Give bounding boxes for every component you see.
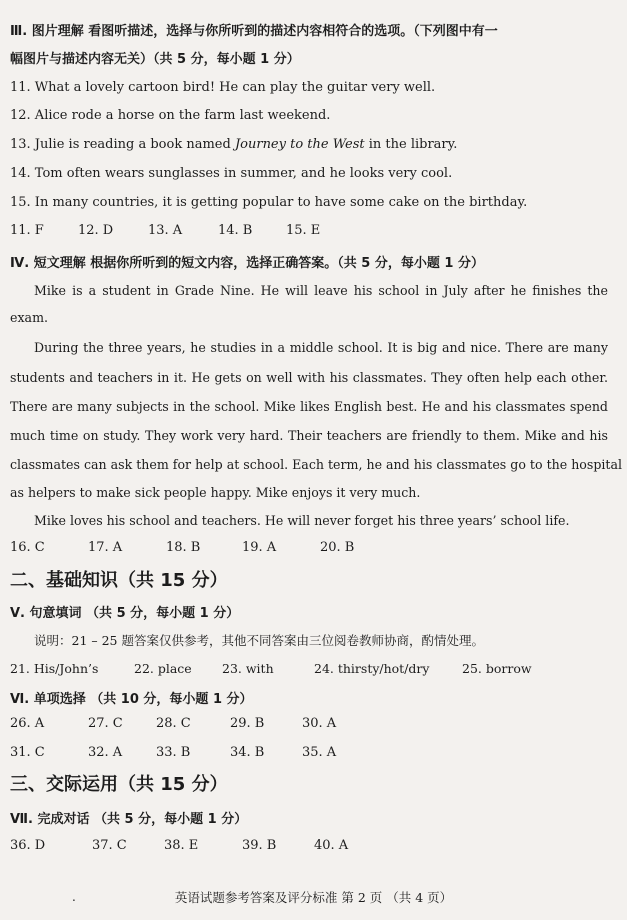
passage-line-7: classmates can ask them for help at school. Each term, he and his classmates go to the hospital [10, 457, 623, 472]
transcript-15: 15. In many countries, it is getting popular to have some cake on the birthday. [10, 195, 528, 210]
answer-35: 35. A [302, 745, 337, 760]
answer-37: 37. C [92, 838, 127, 853]
answers-21-25 [10, 661, 532, 676]
answer-38: 38. E [164, 838, 199, 853]
answer-13: 13. A [148, 223, 183, 238]
answer-32: 32. A [88, 745, 123, 760]
answer-19: 19. A [242, 540, 277, 555]
answer-17: 17. A [88, 540, 123, 555]
answer-39: 39. B [242, 838, 277, 853]
answers-11-15 [10, 223, 320, 238]
answers-26-30 [10, 716, 336, 731]
passage-line-9: Mike loves his school and teachers. He will never forget his three years’ school life. [34, 513, 570, 528]
answer-34: 34. B [230, 745, 265, 760]
answer-14: 14. B [218, 223, 253, 238]
answer-33: 33. B [156, 745, 191, 760]
answer-20: 20. B [320, 540, 355, 555]
section6-heading: Ⅵ. 单项选择 （共 10 分，每小题 1 分） [10, 692, 253, 707]
transcript-14: 14. Tom often wears sunglasses in summer, and he looks very cool. [10, 166, 453, 181]
answer-18: 18. B [166, 540, 201, 555]
section3-heading-line2: 幅图片与描述内容无关）（共 5 分，每小题 1 分） [10, 52, 300, 67]
answer-24: 24. thirsty/hot/dry [314, 661, 430, 676]
part3-title: 三、交际运用（共 15 分） [10, 774, 228, 795]
answer-16: 16. C [10, 540, 45, 555]
transcript-11: 11. What a lovely cartoon bird! He can play the guitar very well. [10, 80, 436, 95]
transcript-13 [10, 137, 457, 152]
transcript-12: 12. Alice rode a horse on the farm last weekend. [10, 108, 331, 123]
passage-line-3: During the three years, he studies in a middle school. It is big and nice. There are many [34, 340, 608, 355]
answer-23: 23. with [222, 661, 274, 676]
answer-25: 25. borrow [462, 661, 532, 676]
section3-heading-line1: Ⅲ. 图片理解 看图听描述，选择与你所听到的描述内容相符合的选项。（下列图中有一 [10, 24, 498, 39]
passage-line-5: There are many subjects in the school. Mike likes English best. He and his classmates spend [10, 399, 608, 414]
section5-note: 说明：21 – 25 题答案仅供参考，其他不同答案由三位阅卷教师协商，酌情处理。 [34, 633, 484, 648]
transcript-13-text: 13. Julie is reading a book named [10, 137, 235, 152]
passage-line-8: as helpers to make sick people happy. Mike enjoys it very much. [10, 485, 421, 500]
answer-31: 31. C [10, 745, 45, 760]
section4-heading: Ⅳ. 短文理解 根据你所听到的短文内容，选择正确答案。（共 5 分，每小题 1 分） [10, 256, 484, 271]
passage-line-4: students and teachers in it. He gets on well with his classmates. They often help each other. [10, 370, 608, 385]
answers-31-35 [10, 745, 336, 760]
answer-12: 12. D [78, 223, 114, 238]
answers-36-40 [10, 838, 348, 853]
answer-27: 27. C [88, 716, 123, 731]
answers-16-20 [10, 540, 354, 555]
footer-dot: . [72, 890, 76, 904]
page-footer: 英语试题参考答案及评分标准 第 2 页 （共 4 页） [174, 890, 453, 905]
section5-heading: Ⅴ. 句意填词 （共 5 分，每小题 1 分） [10, 606, 240, 621]
passage-line-1: Mike is a student in Grade Nine. He will leave his school in July after he finishes the [34, 283, 608, 298]
section7-heading: Ⅶ. 完成对话 （共 5 分，每小题 1 分） [10, 812, 248, 827]
answer-22: 22. place [134, 661, 192, 676]
book-title: Journey to the West [234, 137, 365, 152]
passage-line-2: exam. [10, 310, 49, 325]
passage-line-6: much time on study. They work very hard. Their teachers are friendly to them. Mike and his [10, 428, 608, 443]
answer-29: 29. B [230, 716, 265, 731]
answer-28: 28. C [156, 716, 191, 731]
answer-30: 30. A [302, 716, 337, 731]
transcript-13-tail: in the library. [364, 137, 458, 152]
answer-36: 36. D [10, 838, 46, 853]
answer-21: 21. His/John’s [10, 661, 99, 676]
answer-40: 40. A [314, 838, 349, 853]
answer-26: 26. A [10, 716, 45, 731]
part2-title: 二、基础知识（共 15 分） [10, 570, 228, 591]
answer-11: 11. F [10, 223, 44, 238]
answer-15: 15. E [286, 223, 321, 238]
